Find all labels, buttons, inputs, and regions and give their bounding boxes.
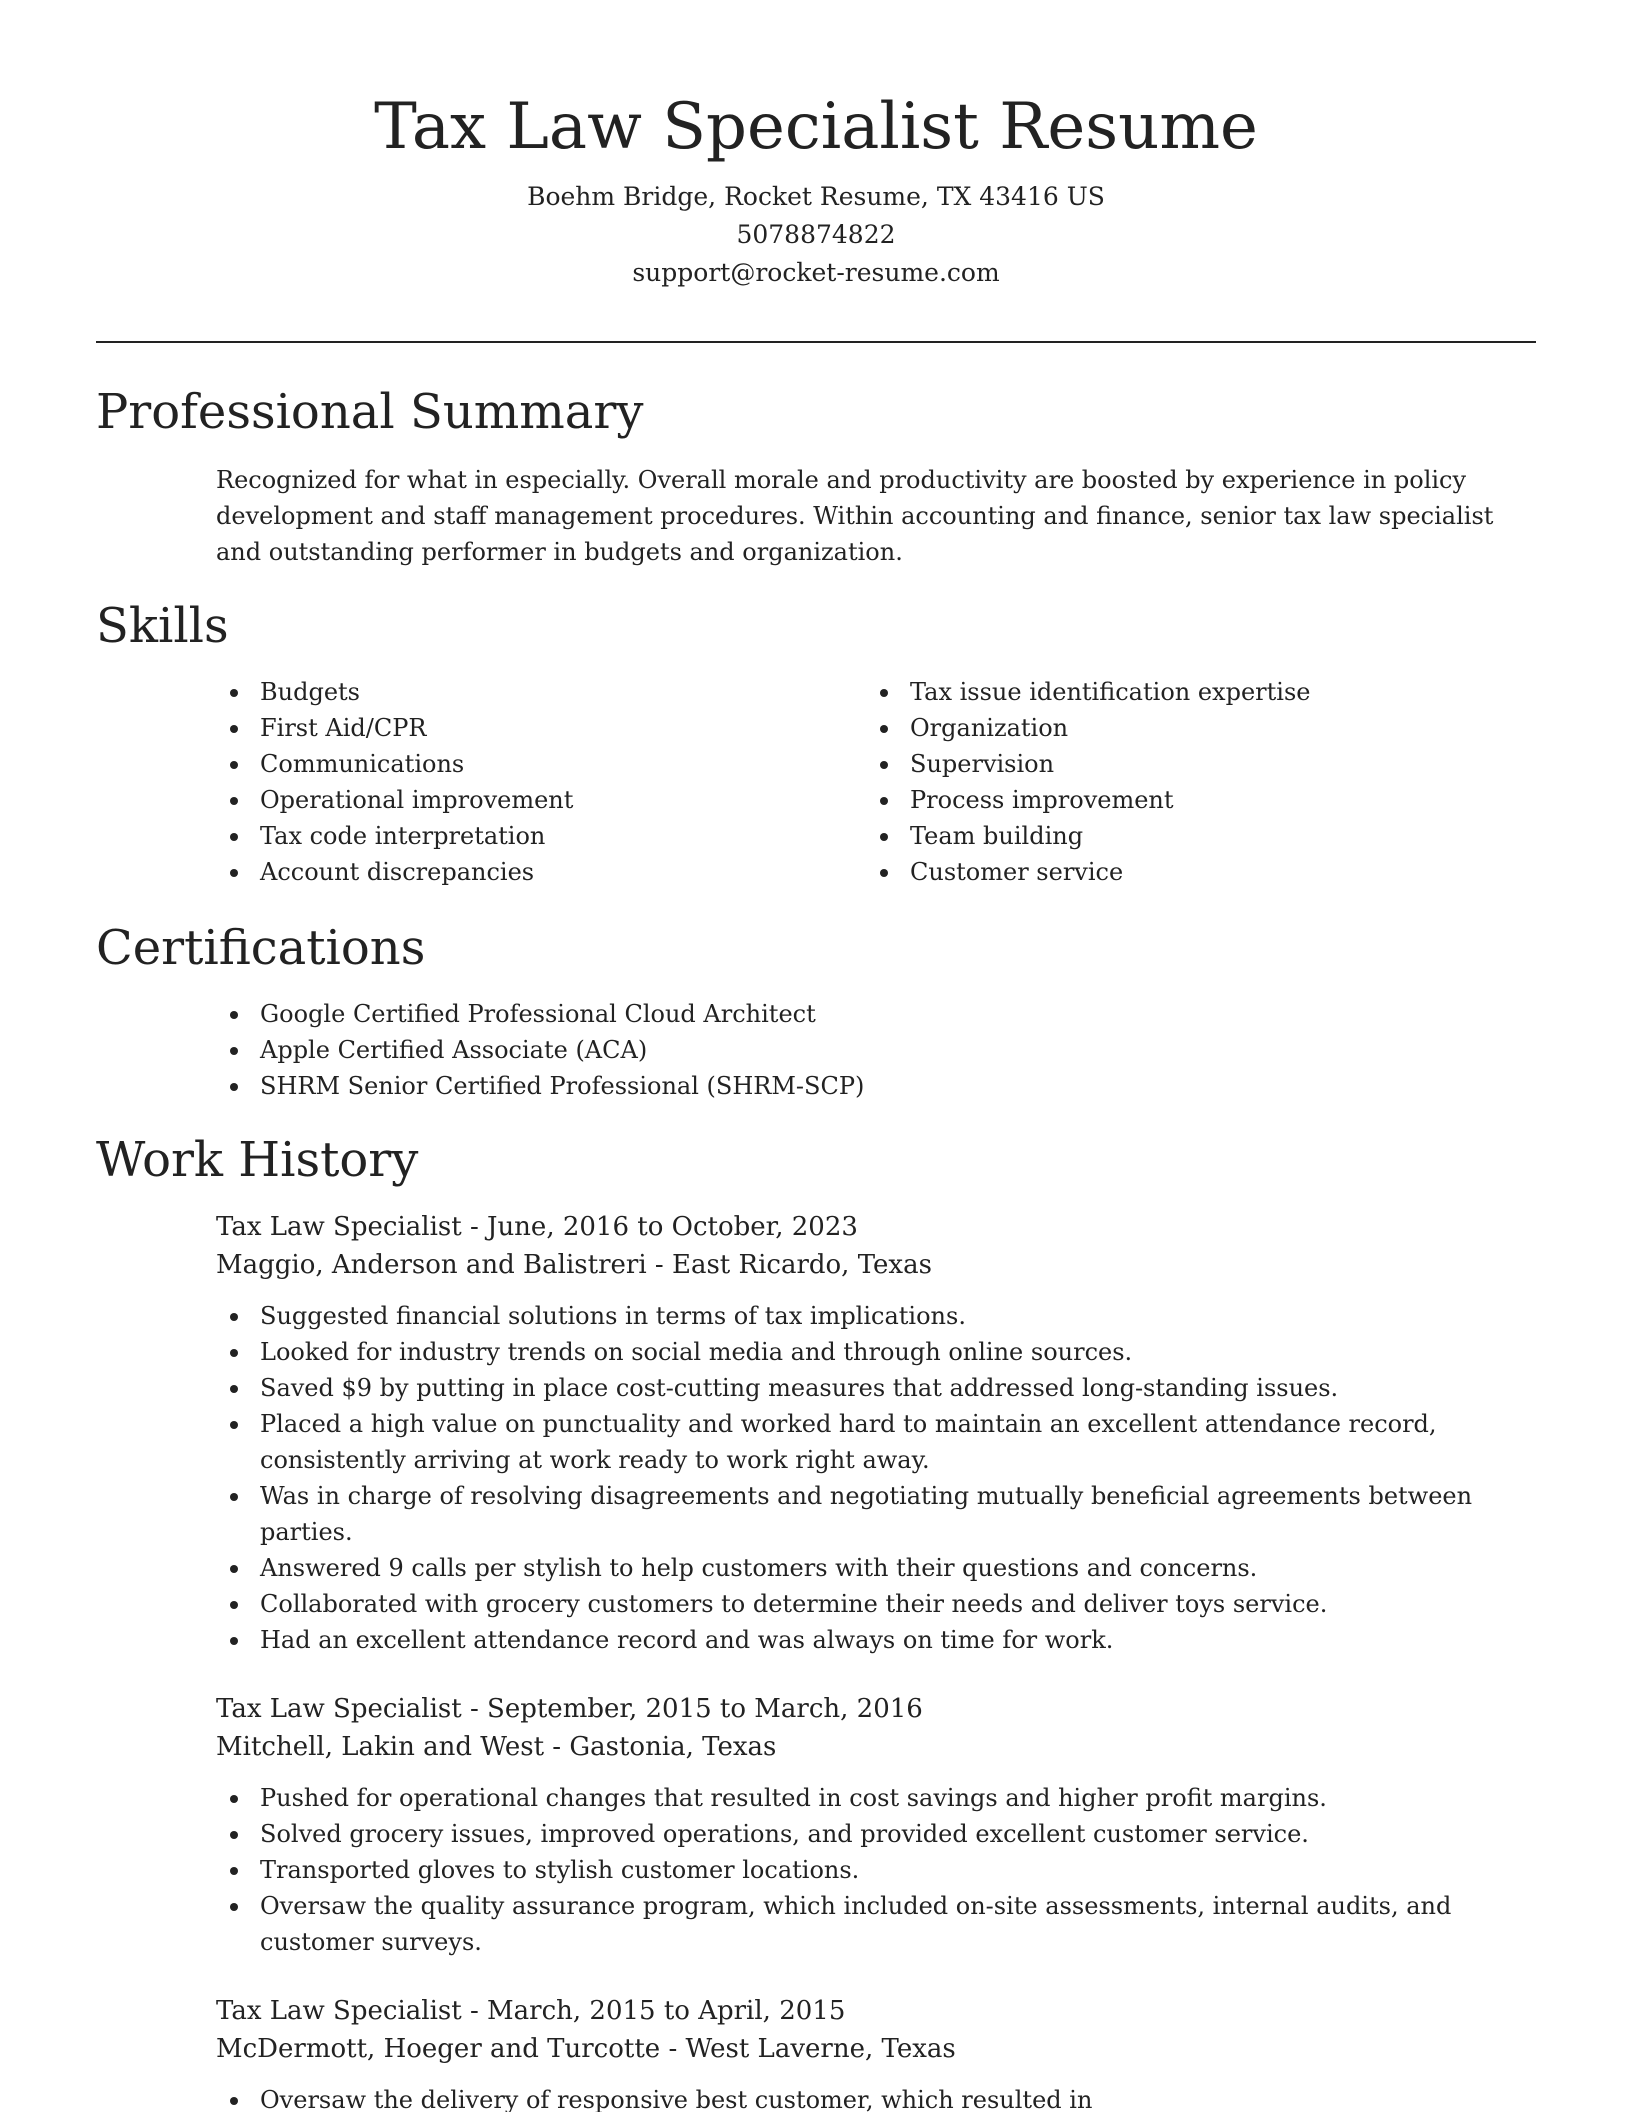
job-title-line: Tax Law Specialist - June, 2016 to October, 2023 xyxy=(216,1212,858,1242)
resume-title: Tax Law Specialist Resume xyxy=(374,90,1258,164)
job-company-line: Maggio, Anderson and Balistreri - East Ricardo, Texas xyxy=(216,1250,932,1280)
job-dates: June, 2016 to October, 2023 xyxy=(487,1212,858,1242)
job-company-line: McDermott, Hoeger and Turcotte - West Laverne, Texas xyxy=(216,2034,956,2064)
list-item: Collaborated with grocery customers to determine their needs and deliver toys service. xyxy=(260,1586,1536,1622)
job-duties xyxy=(216,1780,1536,1960)
list-item: Organization xyxy=(910,710,1516,746)
section-title-summary: Professional Summary xyxy=(96,384,644,440)
list-item: Oversaw the delivery of responsive best customer, which resulted in xyxy=(260,2082,1536,2112)
certifications-list xyxy=(216,996,1536,1104)
job-entry xyxy=(216,1992,1536,2112)
list-item: Solved grocery issues, improved operations, and provided excellent customer service. xyxy=(260,1816,1536,1852)
contact-email: support@rocket-resume.com xyxy=(632,258,1000,287)
skills-column-left xyxy=(216,674,866,890)
job-role: Tax Law Specialist xyxy=(216,1212,462,1242)
list-item: Had an excellent attendance record and was always on time for work. xyxy=(260,1622,1536,1658)
list-item: Tax issue identification expertise xyxy=(910,674,1516,710)
contact-phone: 5078874822 xyxy=(736,220,896,249)
job-location: Gastonia, Texas xyxy=(569,1732,777,1762)
list-item: Google Certified Professional Cloud Architect xyxy=(260,996,1536,1032)
job-company: Mitchell, Lakin and West xyxy=(216,1732,545,1762)
contact-block xyxy=(0,178,1632,292)
section-title-certifications: Certifications xyxy=(96,920,426,976)
job-duties xyxy=(216,1298,1536,1658)
job-location: West Laverne, Texas xyxy=(685,2034,956,2064)
list-item: Tax code interpretation xyxy=(260,818,866,854)
list-item: Saved $9 by putting in place cost-cutting measures that addressed long-standing issues. xyxy=(260,1370,1536,1406)
job-company: Maggio, Anderson and Balistreri xyxy=(216,1250,647,1280)
resume-header xyxy=(0,0,1632,292)
list-item: Was in charge of resolving disagreements and negotiating mutually beneficial agreements between parties. xyxy=(260,1478,1536,1550)
job-dates: September, 2015 to March, 2016 xyxy=(487,1694,923,1724)
list-item: Suggested financial solutions in terms of tax implications. xyxy=(260,1298,1536,1334)
list-item: Process improvement xyxy=(910,782,1516,818)
job-entry xyxy=(216,1208,1536,1658)
section-title-skills: Skills xyxy=(96,598,229,654)
contact-address: Boehm Bridge, Rocket Resume, TX 43416 US xyxy=(527,182,1105,211)
list-item: Oversaw the quality assurance program, which included on-site assessments, internal audits, and customer surveys. xyxy=(260,1888,1536,1960)
list-item: First Aid/CPR xyxy=(260,710,866,746)
job-duties xyxy=(216,2082,1536,2112)
section-title-work-history: Work History xyxy=(96,1132,419,1188)
list-item: Supervision xyxy=(910,746,1516,782)
job-dates: March, 2015 to April, 2015 xyxy=(487,1996,846,2026)
summary-text: Recognized for what in especially. Overall morale and productivity are boosted by experience in policy development and staff management procedures. Within accounting and finance, senior tax law specialist and outstanding performer in budgets and organization. xyxy=(216,466,1494,566)
list-item: Transported gloves to stylish customer locations. xyxy=(260,1852,1536,1888)
list-item: Pushed for operational changes that resulted in cost savings and higher profit margins. xyxy=(260,1780,1536,1816)
list-item: Budgets xyxy=(260,674,866,710)
job-company: McDermott, Hoeger and Turcotte xyxy=(216,2034,661,2064)
list-item: SHRM Senior Certified Professional (SHRM-SCP) xyxy=(260,1068,1536,1104)
job-role: Tax Law Specialist xyxy=(216,1996,462,2026)
skills-list xyxy=(216,674,1536,890)
job-title-line: Tax Law Specialist - September, 2015 to March, 2016 xyxy=(216,1694,923,1724)
list-item: Team building xyxy=(910,818,1516,854)
job-title-line: Tax Law Specialist - March, 2015 to April, 2015 xyxy=(216,1996,846,2026)
job-location: East Ricardo, Texas xyxy=(671,1250,932,1280)
skills-column-right xyxy=(866,674,1516,890)
list-item: Apple Certified Associate (ACA) xyxy=(260,1032,1536,1068)
job-entry xyxy=(216,1690,1536,1960)
work-history xyxy=(216,1208,1536,2112)
job-company-line: Mitchell, Lakin and West - Gastonia, Texas xyxy=(216,1732,777,1762)
list-item: Communications xyxy=(260,746,866,782)
list-item: Account discrepancies xyxy=(260,854,866,890)
list-item: Operational improvement xyxy=(260,782,866,818)
list-item: Customer service xyxy=(910,854,1516,890)
header-divider xyxy=(96,341,1536,343)
list-item: Looked for industry trends on social media and through online sources. xyxy=(260,1334,1536,1370)
list-item: Answered 9 calls per stylish to help customers with their questions and concerns. xyxy=(260,1550,1536,1586)
list-item: Placed a high value on punctuality and worked hard to maintain an excellent attendance record, consistently arriving at work ready to work right away. xyxy=(260,1406,1536,1478)
job-role: Tax Law Specialist xyxy=(216,1694,462,1724)
